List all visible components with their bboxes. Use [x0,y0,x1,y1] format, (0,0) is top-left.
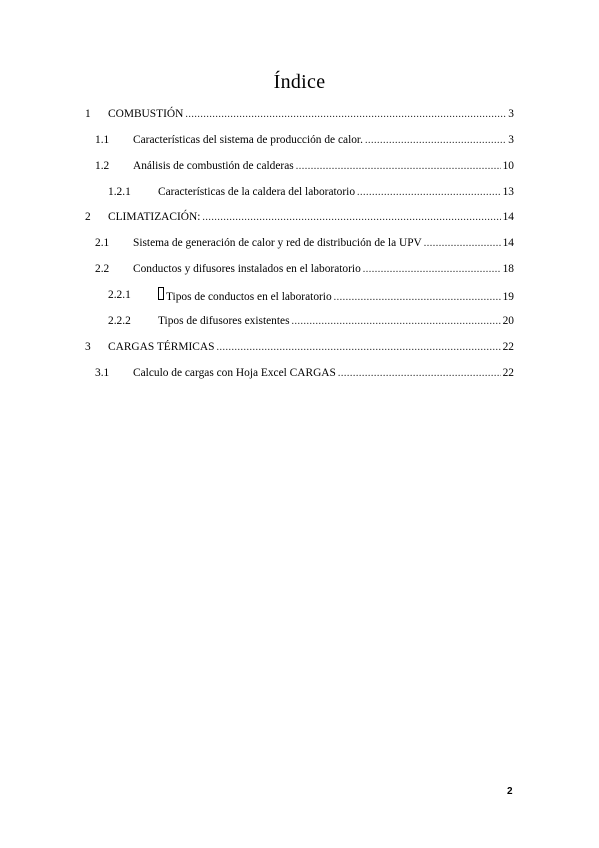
bookmark-marker-icon [158,287,164,300]
toc-entry-title: COMBUSTIÓN [108,108,184,120]
dot-leader [338,366,501,382]
toc-entry-title: Tipos de conductos en el laboratorio [166,291,332,303]
page-title: Índice [273,71,326,93]
toc-entry-title: CARGAS TÉRMICAS [108,341,215,353]
toc-entry-page: 18 [502,263,514,275]
toc-entry[interactable] [0,209,599,225]
toc-entry-title: Calculo de cargas con Hoja Excel CARGAS [133,367,336,379]
toc-entry[interactable] [0,287,599,303]
toc-entry-number: 2.2.2 [108,315,131,327]
toc-entry-page: 14 [502,211,514,223]
toc-entry[interactable] [0,158,599,174]
toc-entry-title: Sistema de generación de calor y red de distribución de la UPV [133,237,422,249]
toc-entry-title: CLIMATIZACIÓN: [108,211,201,223]
toc-entry-page: 3 [508,134,514,146]
dot-leader [296,159,501,175]
dot-leader [424,236,501,252]
toc-entry-number: 1.2.1 [108,186,131,198]
toc-entry-title: Características de la caldera del laboratorio [158,186,356,198]
toc-entry-page: 14 [502,237,514,249]
toc-entry-title: Análisis de combustión de calderas [133,160,294,172]
dot-leader [292,314,501,330]
toc-entry-number: 2 [85,211,91,223]
toc-entry-number: 2.2 [95,263,110,275]
toc-entry[interactable] [0,261,599,277]
toc-entry-title: Características del sistema de producción de calor. [133,134,363,146]
toc-entry-number: 1.1 [95,134,110,146]
toc-entry-number: 1.2 [95,160,110,172]
dot-leader [334,290,501,306]
toc-entry-page: 20 [502,315,514,327]
toc-entry[interactable] [0,184,599,200]
toc-entry-page: 13 [502,186,514,198]
dot-leader [202,210,500,226]
toc-entry[interactable] [0,235,599,251]
toc-entry[interactable] [0,132,599,148]
page-number: 2 [507,786,513,797]
toc-entry[interactable] [0,339,599,355]
toc-entry-page: 19 [502,291,514,303]
toc-entry[interactable] [0,106,599,122]
dot-leader [357,185,501,201]
toc-entry[interactable] [0,365,599,381]
dot-leader [365,133,506,149]
toc-entry-number: 3.1 [95,367,110,379]
toc-entry-number: 3 [85,341,91,353]
toc-entry-page: 22 [502,341,514,353]
toc-entry-title: Tipos de difusores existentes [158,315,290,327]
dot-leader [363,262,501,278]
toc-entry-page: 10 [502,160,514,172]
toc-entry-title: Conductos y difusores instalados en el laboratorio [133,263,361,275]
toc-entry-number: 2.2.1 [108,289,131,301]
toc-entry-number: 1 [85,108,91,120]
toc-entry[interactable] [0,313,599,329]
dot-leader [216,340,500,356]
toc-entry-number: 2.1 [95,237,110,249]
toc-entry-page: 22 [502,367,514,379]
dot-leader [185,107,506,123]
toc-entry-page: 3 [508,108,514,120]
